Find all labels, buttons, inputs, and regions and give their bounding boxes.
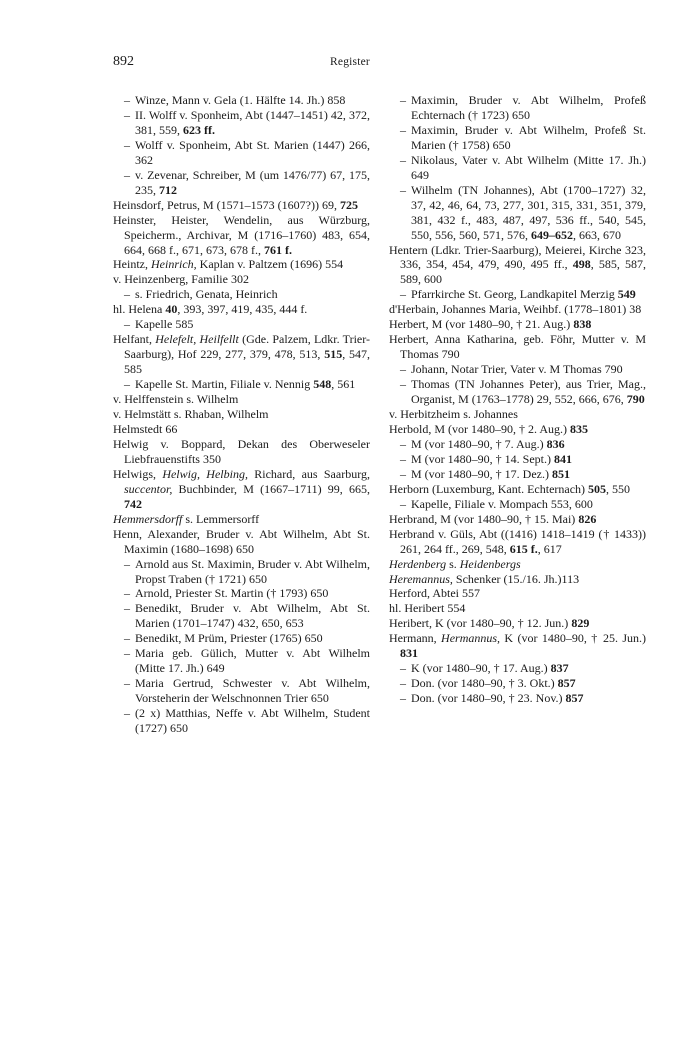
entry-text: Hermannus, <box>441 631 501 646</box>
entry-text: succentor, <box>124 481 173 496</box>
entry-text: Hentern (Ldkr. Trier-Saarburg), Meierei, Kirche 323, 336, 354, 454, 479, 490, 495 ff., <box>389 242 646 272</box>
entry-text: K (vor 1480–90, † 17. Aug.) <box>411 661 551 676</box>
entry-text: K (vor 1480–90, † 25. Jun.) <box>500 631 646 646</box>
entry-text: Helwig, Helbing, <box>162 466 248 481</box>
page-reference: 829 <box>571 616 590 631</box>
index-subentry <box>389 676 646 691</box>
index-entry <box>389 527 646 557</box>
page-reference: 649–652 <box>531 227 573 242</box>
entry-text: II. Wolff v. Sponheim, Abt (1447–1451) 42, 372, 381, 559, <box>135 107 370 137</box>
entry-text: v. Helmstätt s. Rhaban, Wilhelm <box>113 407 269 422</box>
entry-text: Herbrand, M (vor 1480–90, † 15. Mai) <box>389 511 579 526</box>
index-subentry <box>113 586 370 601</box>
index-subentry <box>389 437 646 452</box>
entry-text: Don. (vor 1480–90, † 3. Okt.) <box>411 676 558 691</box>
page-reference: 857 <box>565 691 584 706</box>
index-entry <box>113 332 370 377</box>
entry-text: Heinster, Heister, Wendelin, aus Würzburg, Speicherm., Archivar, M (1716–1760) 483, 654, 664, 668 f., 671, 673, 678 f., <box>113 212 370 257</box>
entry-text: , 550 <box>606 481 631 496</box>
page-reference: 498 <box>572 257 591 272</box>
entry-text: hl. Heribert 554 <box>389 601 466 616</box>
page-reference: 837 <box>550 661 569 676</box>
entry-text: Schenker (15./16. Jh.)113 <box>452 571 580 586</box>
entry-text: s. <box>446 556 460 571</box>
entry-text: Johann, Notar Trier, Vater v. M Thomas 790 <box>411 362 623 377</box>
index-entry <box>389 631 646 661</box>
entry-text: (2 x) Matthias, Neffe v. Abt Wilhelm, Student (1727) 650 <box>135 706 370 736</box>
entry-text: v. Herbitzheim s. Johannes <box>389 407 518 422</box>
entry-text: Thomas (TN Johannes Peter), aus Trier, Mag., Organist, M (1763–1778) 29, 552, 666, 676, <box>411 377 646 407</box>
index-entry <box>113 467 370 512</box>
entry-text: Richard, aus Saarburg, <box>247 466 370 481</box>
page-reference: 742 <box>124 496 142 511</box>
entry-text: Henn, Alexander, Bruder v. Abt Wilhelm, Abt St. Maximin (1680–1698) 650 <box>113 526 370 556</box>
index-subentry <box>389 377 646 407</box>
entry-text: Heinrich, <box>151 257 197 272</box>
page-reference: 549 <box>617 287 636 302</box>
page-reference: 505 <box>588 481 607 496</box>
entry-text: hl. Helena <box>113 302 166 317</box>
entry-text: M (vor 1480–90, † 14. Sept.) <box>411 451 554 466</box>
page-reference: 831 <box>400 646 418 661</box>
index-column-left <box>113 93 370 736</box>
entry-text: Arnold, Priester St. Martin († 1793) 650 <box>135 586 329 601</box>
entry-text: Winze, Mann v. Gela (1. Hälfte 14. Jh.) 858 <box>135 93 346 107</box>
entry-text: v. Zevenar, Schreiber, M (um 1476/77) 67, 175, 235, <box>135 167 370 197</box>
index-entry <box>389 512 646 527</box>
page-reference: 841 <box>554 451 572 466</box>
entry-text: M (vor 1480–90, † 7. Aug.) <box>411 436 547 451</box>
index-entry <box>113 392 370 407</box>
index-entry <box>389 332 646 362</box>
entry-text: Maria Gertrud, Schwester v. Abt Wilhelm, Vorsteherin der Welschnonnen Trier 650 <box>135 676 370 706</box>
entry-text: , 393, 397, 419, 435, 444 f. <box>177 302 308 317</box>
entry-text: Herbrand v. Güls, Abt ((1416) 1418–1419 († 1433)) 261, 264 ff., 269, 548, <box>389 526 646 556</box>
index-subentry <box>113 377 370 392</box>
page-reference: 615 f. <box>509 541 538 556</box>
page-reference: 761 f. <box>264 242 292 257</box>
entry-text: Buchbinder, M (1667–1711) 99, 665, <box>172 481 370 496</box>
entry-text: Benedikt, M Prüm, Priester (1765) 650 <box>135 631 323 646</box>
index-subentry <box>113 631 370 646</box>
index-entry <box>113 407 370 422</box>
index-subentry <box>113 287 370 302</box>
index-subentry <box>113 557 370 587</box>
index-subentry <box>113 138 370 168</box>
index-entry <box>113 272 370 287</box>
index-subentry <box>113 108 370 138</box>
index-entry <box>389 317 646 332</box>
entry-text: Herborn (Luxemburg, Kant. Echternach) <box>389 481 589 496</box>
page-reference: 623 ff. <box>183 122 215 137</box>
index-entry <box>113 257 370 272</box>
entry-text: , 585, 587, 589, 600 <box>400 257 647 287</box>
entry-text: Wilhelm (TN Johannes), Abt (1700–1727) 32, 37, 42, 46, 64, 73, 277, 301, 315, 331, 351, 379, 381, 432 f., 483, 487, 497, 536 ff., 540, 545, 550, 556, 560, 571, 576, <box>411 182 646 242</box>
index-subentry <box>389 153 646 183</box>
entry-text: (Gde. Palzem, Ldkr. Trier-Saarburg), Hof 229, 277, 379, 478, 513, <box>124 332 370 362</box>
entry-text: Hermann, <box>389 631 442 646</box>
page-reference: 857 <box>557 676 576 691</box>
entry-text: Helefelt, Heilfellt <box>155 332 239 347</box>
entry-text: Heintz, <box>113 257 151 272</box>
entry-text: Herdenberg <box>389 556 447 571</box>
entry-text: Wolff v. Sponheim, Abt St. Marien (1447) 266, 362 <box>135 137 370 167</box>
index-entry <box>389 243 646 288</box>
index-entry <box>389 572 646 587</box>
index-subentry <box>389 661 646 676</box>
entry-text: , 561 <box>331 377 356 392</box>
page-reference: 835 <box>569 421 588 436</box>
entry-text: Benedikt, Bruder v. Abt Wilhelm, Abt St. Marien (1701–1747) 432, 650, 653 <box>135 601 370 631</box>
entry-text: Maximin, Bruder v. Abt Wilhelm, Profeß Echternach († 1723) 650 <box>411 93 646 122</box>
index-subentry <box>389 452 646 467</box>
page-number: 892 <box>113 54 134 69</box>
page-reference: 515 <box>324 347 343 362</box>
entry-text: M (vor 1480–90, † 17. Dez.) <box>411 466 552 481</box>
index-subentry <box>389 467 646 482</box>
entry-text: Herbold, M (vor 1480–90, † 2. Aug.) <box>389 421 570 436</box>
entry-text: Helwig v. Boppard, Dekan des Oberweseler Liebfrauenstifts 350 <box>113 436 370 466</box>
page-reference: 851 <box>551 466 570 481</box>
entry-text: Kapelle 585 <box>135 317 194 332</box>
index-entry <box>113 198 370 213</box>
entry-text: Kapelle, Filiale v. Mompach 553, 600 <box>411 496 593 511</box>
entry-text: Helwigs, <box>113 466 163 481</box>
index-entry <box>389 601 646 616</box>
entry-text: Herbert, M (vor 1480–90, † 21. Aug.) <box>389 317 574 332</box>
index-subentry <box>113 676 370 706</box>
index-subentry <box>113 93 370 108</box>
entry-text: Heremannus, <box>389 571 453 586</box>
index-entry <box>389 482 646 497</box>
page-reference: 826 <box>578 511 597 526</box>
page-reference: 548 <box>313 377 332 392</box>
index-subentry <box>389 691 646 706</box>
entry-text: Hemmersdorff <box>113 511 183 526</box>
entry-text: , 547, 585 <box>124 347 370 377</box>
index-entry <box>389 557 646 572</box>
entry-text: Heribert, K (vor 1480–90, † 12. Jun.) <box>389 616 572 631</box>
entry-text: d'Herbain, Johannes Maria, Weihbf. (1778–1801) 38 <box>389 302 642 317</box>
index-subentry <box>389 497 646 512</box>
entry-text: Don. (vor 1480–90, † 23. Nov.) <box>411 691 566 706</box>
entry-text: , 663, 670 <box>573 227 621 242</box>
index-subentry <box>113 646 370 676</box>
entry-text: Herford, Abtei 557 <box>389 586 480 601</box>
index-column-right <box>389 93 646 706</box>
entry-text: s. Lemmersorff <box>182 511 260 526</box>
index-entry <box>389 302 646 317</box>
entry-text: Maria geb. Gülich, Mutter v. Abt Wilhelm (Mitte 17. Jh.) 649 <box>135 646 370 676</box>
page-reference: 790 <box>626 392 645 407</box>
index-subentry <box>113 317 370 332</box>
index-entry <box>113 512 370 527</box>
index-entry <box>389 616 646 631</box>
entry-text: Pfarrkirche St. Georg, Landkapitel Merzig <box>411 287 618 302</box>
entry-text: Heidenbergs <box>459 556 521 571</box>
index-subentry <box>389 362 646 377</box>
entry-text: Maximin, Bruder v. Abt Wilhelm, Profeß St. Marien († 1758) 650 <box>411 122 646 152</box>
page-reference: 40 <box>165 302 178 317</box>
entry-text: Arnold aus St. Maximin, Bruder v. Abt Wilhelm, Propst Traben († 1721) 650 <box>135 556 370 586</box>
index-entry <box>389 586 646 601</box>
index-subentry <box>113 601 370 631</box>
page-reference: 725 <box>339 197 358 212</box>
entry-text: v. Heinzenberg, Familie 302 <box>113 272 249 287</box>
index-subentry <box>389 287 646 302</box>
index-entry <box>113 437 370 467</box>
page-reference: 838 <box>573 317 592 332</box>
index-subentry <box>113 168 370 198</box>
entry-text: s. Friedrich, Genata, Heinrich <box>135 287 278 302</box>
index-entry <box>113 302 370 317</box>
entry-text: Nikolaus, Vater v. Abt Wilhelm (Mitte 17. Jh.) 649 <box>411 152 646 182</box>
index-entry <box>113 422 370 437</box>
entry-text: Kaplan v. Paltzem (1696) 554 <box>196 257 344 272</box>
index-subentry <box>113 706 370 736</box>
index-entry <box>389 407 646 422</box>
entry-text: Herbert, Anna Katharina, geb. Föhr, Mutter v. M Thomas 790 <box>389 332 646 362</box>
entry-text: Kapelle St. Martin, Filiale v. Nennig <box>135 377 314 392</box>
index-subentry <box>389 183 646 243</box>
index-entry <box>113 213 370 258</box>
index-subentry <box>389 93 646 123</box>
index-subentry <box>389 123 646 153</box>
running-head: Register <box>330 56 370 68</box>
page-reference: 836 <box>546 436 565 451</box>
entry-text: Heinsdorf, Petrus, M (1571–1573 (1607?)) 69, <box>113 197 340 212</box>
entry-text: , 617 <box>537 541 562 556</box>
page-reference: 712 <box>159 182 177 197</box>
index-entry <box>113 527 370 557</box>
entry-text: Helfant, <box>113 332 156 347</box>
index-entry <box>389 422 646 437</box>
entry-text: v. Helffenstein s. Wilhelm <box>113 392 239 407</box>
entry-text: Helmstedt 66 <box>113 421 178 436</box>
